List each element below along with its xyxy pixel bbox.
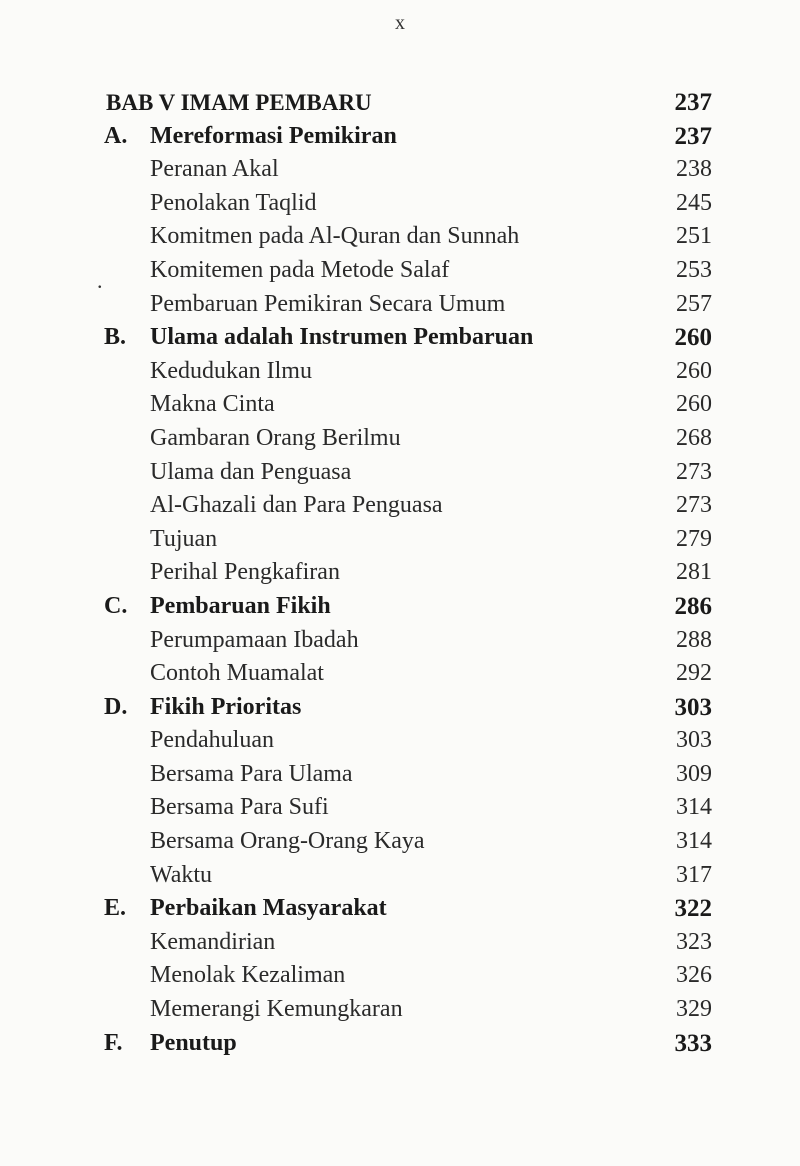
toc-page-number: 268 (676, 424, 712, 451)
toc-page-number: 288 (676, 626, 712, 653)
toc-entry-title: Peranan Akal (150, 156, 279, 183)
toc-page-number: 253 (676, 256, 712, 283)
toc-entry-title: BAB V IMAM PEMBARU (106, 90, 372, 115)
toc-page-number: 257 (676, 290, 712, 317)
toc-entry-row (104, 657, 712, 691)
toc-page-number: 292 (676, 660, 712, 687)
toc-entry-title: Penolakan Taqlid (150, 189, 317, 216)
toc-page-number: 314 (676, 828, 712, 855)
toc-entry-row (104, 355, 712, 389)
toc-page-number: 303 (676, 727, 712, 754)
toc-page-number: 251 (676, 223, 712, 250)
toc-page-number: 322 (674, 895, 712, 923)
toc-entry-title: Contoh Muamalat (150, 660, 324, 687)
toc-page-number: 281 (676, 559, 712, 586)
toc-entry-title: Ulama dan Penguasa (150, 458, 352, 485)
toc-page-number: 260 (674, 324, 712, 352)
toc-entry-title: Memerangi Kemungkaran (150, 996, 403, 1023)
toc-chapter-row (104, 86, 712, 120)
toc-page-number: 314 (676, 794, 712, 821)
toc-entry-title: Gambaran Orang Berilmu (150, 424, 401, 451)
toc-page-number: 309 (676, 760, 712, 787)
toc-section-row (104, 1027, 712, 1061)
toc-entry-row (104, 556, 712, 590)
toc-entry-row (104, 456, 712, 490)
toc-section-row (104, 321, 712, 355)
toc-section-row (104, 120, 712, 154)
toc-section-row (104, 691, 712, 725)
toc-entry-title: Pendahuluan (150, 727, 274, 754)
toc-entry-title: Perihal Pengkafiran (150, 559, 340, 586)
toc-entry-row (104, 254, 712, 288)
toc-entry-row (104, 489, 712, 523)
toc-entry-title: Tujuan (150, 525, 218, 552)
toc-page-number: 237 (674, 122, 712, 150)
toc-entry-row (104, 422, 712, 456)
toc-entry-title: Ulama adalah Instrumen Pembaruan (150, 324, 534, 351)
toc-entry-row (104, 624, 712, 658)
toc-section-letter: B. (104, 324, 127, 351)
page-number: x (395, 12, 405, 34)
toc-page-number: 326 (676, 962, 712, 989)
toc-entry-row (104, 187, 712, 221)
toc-entry-row (104, 724, 712, 758)
stray-dot-mark: . (97, 268, 103, 293)
toc-page-number: 317 (676, 861, 712, 888)
toc-entry-title: Bersama Orang-Orang Kaya (150, 828, 425, 855)
toc-section-letter: C. (104, 592, 128, 619)
toc-entry-title: Komitmen pada Al-Quran dan Sunnah (150, 223, 520, 250)
table-of-contents (104, 86, 712, 1060)
toc-section-letter: F. (104, 1029, 123, 1056)
toc-page-number: 303 (674, 693, 712, 721)
toc-entry-title: Bersama Para Sufi (150, 794, 329, 821)
toc-entry-title: Makna Cinta (150, 391, 275, 418)
toc-entry-title: Waktu (150, 861, 213, 888)
toc-entry-title: Perbaikan Masyarakat (150, 895, 387, 922)
toc-section-row (104, 892, 712, 926)
toc-page-number: 279 (676, 525, 712, 552)
toc-page-number: 286 (674, 592, 712, 620)
toc-entry-title: Komitemen pada Metode Salaf (150, 256, 450, 283)
toc-entry-row (104, 959, 712, 993)
toc-entry-title: Mereformasi Pemikiran (150, 122, 397, 149)
toc-entry-row (104, 791, 712, 825)
toc-entry-row (104, 859, 712, 893)
toc-section-letter: A. (104, 122, 128, 149)
toc-section-letter: D. (104, 693, 128, 720)
toc-entry-row (104, 388, 712, 422)
toc-entry-row (104, 220, 712, 254)
toc-entry-row (104, 153, 712, 187)
toc-page-number: 273 (676, 492, 712, 519)
toc-page-number: 245 (676, 189, 712, 216)
toc-page-number: 333 (674, 1029, 712, 1057)
toc-section-row (104, 590, 712, 624)
toc-page-number: 260 (676, 391, 712, 418)
toc-page-number: 238 (676, 156, 712, 183)
toc-page-number: 260 (676, 357, 712, 384)
toc-entry-title: Bersama Para Ulama (150, 760, 353, 787)
toc-entry-title: Pembaruan Fikih (150, 592, 331, 619)
toc-entry-title: Menolak Kezaliman (150, 962, 346, 989)
toc-entry-title: Perumpamaan Ibadah (150, 626, 359, 653)
toc-page-number: 329 (676, 996, 712, 1023)
toc-entry-row (104, 288, 712, 322)
toc-entry-title: Kemandirian (150, 928, 276, 955)
toc-entry-title: Penutup (150, 1029, 237, 1056)
toc-entry-title: Fikih Prioritas (150, 693, 302, 720)
toc-page-number: 273 (676, 458, 712, 485)
toc-page-number: 237 (674, 89, 712, 116)
toc-entry-title: Kedudukan Ilmu (150, 357, 312, 384)
toc-entry-title: Pembaruan Pemikiran Secara Umum (150, 290, 506, 317)
toc-page-number: 323 (676, 928, 712, 955)
toc-entry-row (104, 926, 712, 960)
toc-entry-row (104, 993, 712, 1027)
toc-section-letter: E. (104, 895, 127, 922)
toc-entry-row (104, 825, 712, 859)
toc-entry-title: Al-Ghazali dan Para Penguasa (150, 492, 443, 519)
toc-entry-row (104, 758, 712, 792)
toc-entry-row (104, 523, 712, 557)
